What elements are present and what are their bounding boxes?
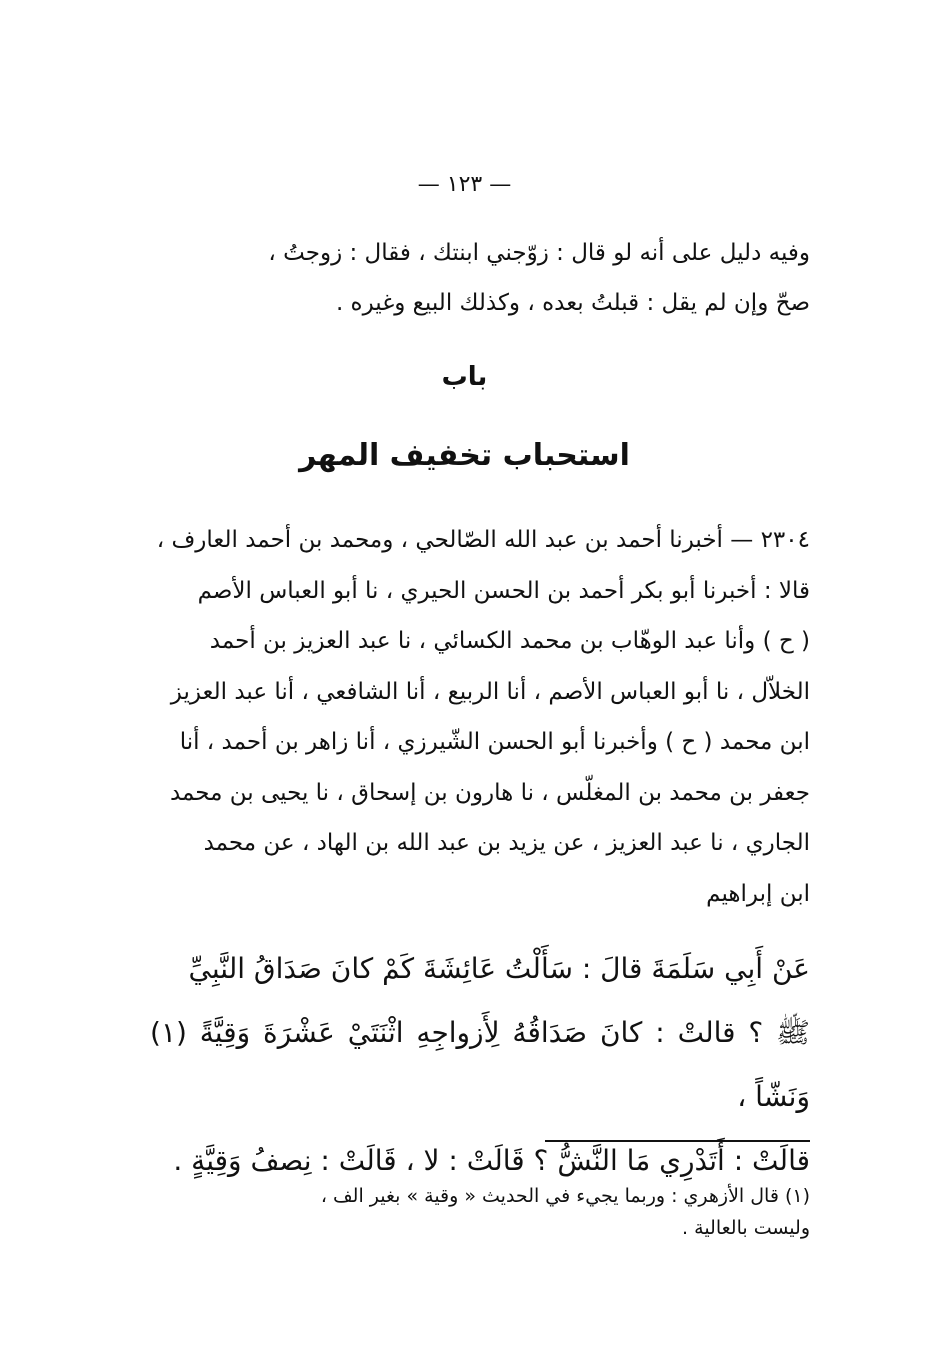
hadith-text (150, 937, 810, 1193)
chapter-mark: باب (441, 362, 488, 392)
isnad-line: ( ح ) وأنا عبد الوهّاب بن محمد الكسائي ، نا عبد العزيز بن أحمد (209, 628, 810, 654)
isnad-line: ابن إبراهيم (706, 880, 810, 907)
hadith-line: عَنْ أَبِي سَلَمَةَ قالَ : سَأَلْتُ عَائِشَةَ كَمْ كانَ صَدَاقُ النَّبِيِّ (188, 952, 810, 985)
hadith-line: قالَتْ : أَتَدْرِي مَا النَّشُّ ؟ قَالَتْ : لا ، قَالَتْ : نِصفُ وَقِيَّةٍ . (173, 1144, 810, 1177)
isnad-paragraph (150, 515, 810, 919)
isnad-line: الخلاّل ، نا أبو العباس الأصم ، أنا الربيع ، أنا الشافعي ، أنا عبد العزيز (170, 678, 810, 705)
hadith-line: ﷺ ؟ قالتْ : كانَ صَدَاقُهُ لِأَزواجِهِ اثْنَتَيْ عَشْرَةَ وَقِيَّةً (١) وَنَشّاً ، (150, 1016, 810, 1113)
page-number: — ١٢٣ — (417, 172, 512, 197)
footnote-line: وليست بالعالية . (682, 1217, 810, 1239)
isnad-line: الجاري ، نا عبد العزيز ، عن يزيد بن عبد الله بن الهاد ، عن محمد (203, 830, 810, 856)
intro-line: صحّ وإن لم يقل : قبلتُ بعده ، وكذلك البيع وغيره . (335, 290, 810, 316)
intro-paragraph (150, 228, 810, 328)
isnad-line: ٢٣٠٤ — أخبرنا أحمد بن عبد الله الصّالحي ، ومحمد بن أحمد العارف ، (156, 527, 810, 553)
chapter-title: استحباب تخفيف المهر (299, 438, 630, 473)
footnote-line: (١) قال الأزهري : وربما يجيء في الحديث « وقية » بغير الف ، (320, 1185, 810, 1207)
footnote (150, 1180, 810, 1244)
footnote-divider (545, 1140, 810, 1142)
isnad-line: جعفر بن محمد بن المغلّس ، نا هارون بن إسحاق ، نا يحيى بن محمد (169, 779, 810, 806)
isnad-line: ابن محمد ( ح ) وأخبرنا أبو الحسن الشّيرزي ، أنا زاهر بن أحمد ، أنا (179, 729, 810, 755)
intro-line: وفيه دليل على أنه لو قال : زوّجني ابنتك ، فقال : زوجتُ ، (268, 240, 810, 266)
isnad-line: قالا : أخبرنا أبو بكر أحمد بن الحسن الحيري ، نا أبو العباس الأصم (197, 577, 810, 604)
